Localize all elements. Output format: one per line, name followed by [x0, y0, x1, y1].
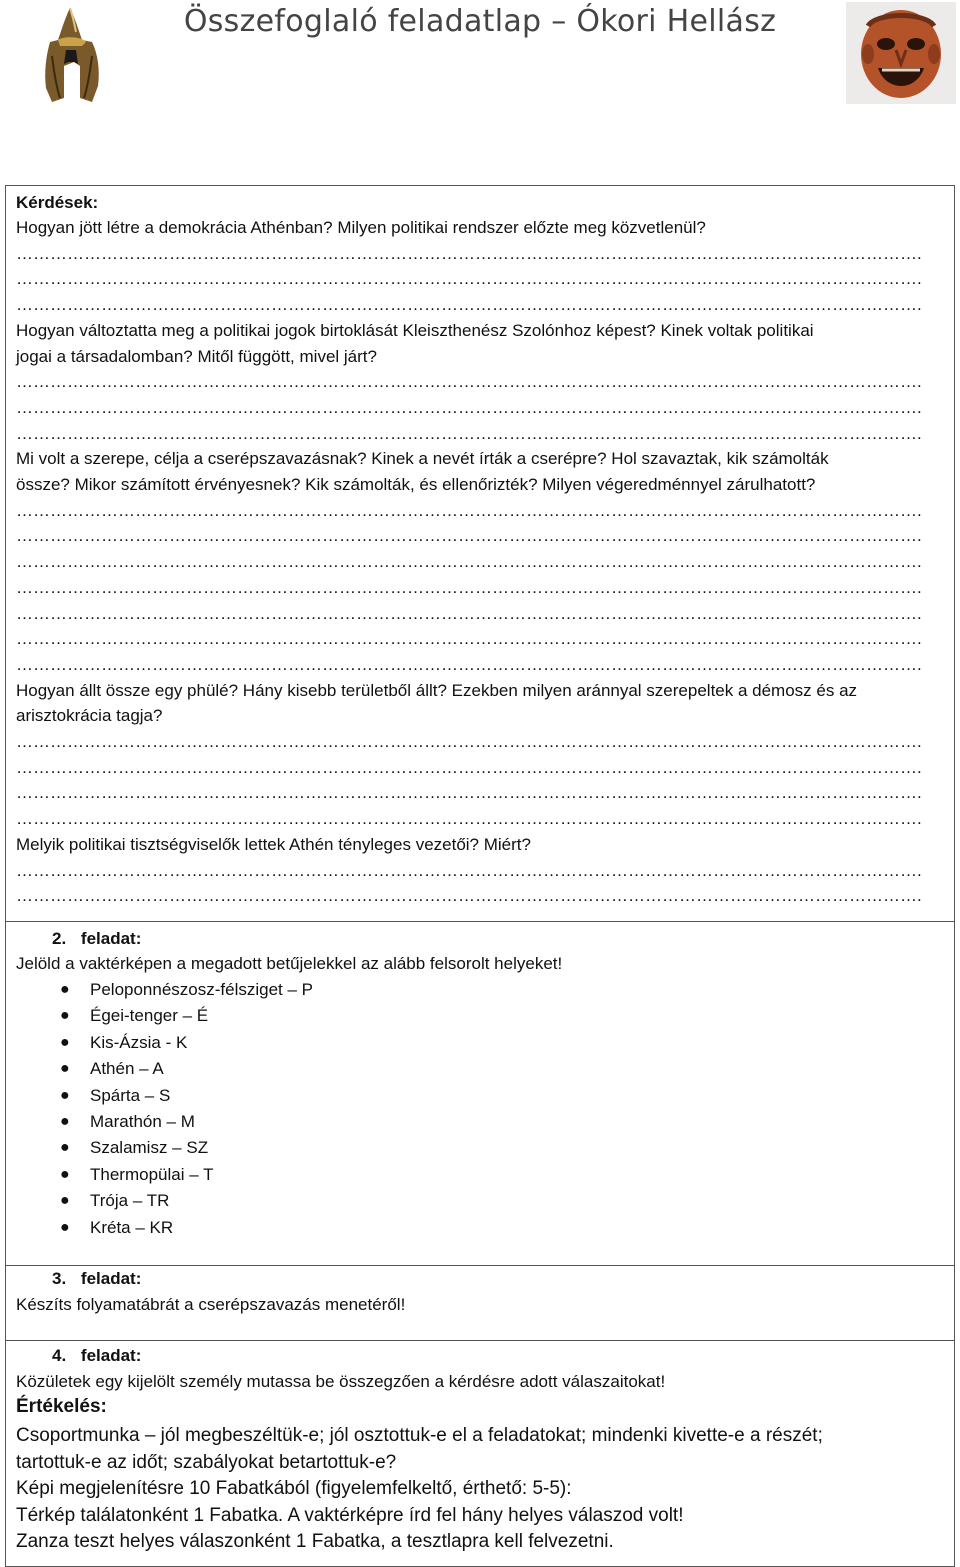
- question-line: …………………………………………………………………………………………………………………………………………….: [16, 577, 922, 597]
- task-4-number: 4.: [52, 1346, 67, 1365]
- task-2-label: feladat:: [80, 929, 142, 948]
- question-line: …………………………………………………………………………………………………………………………………………….: [16, 526, 922, 546]
- spartan-helmet-icon: [40, 6, 102, 106]
- question-line: …………………………………………………………………………………………………………………………………………….: [16, 809, 922, 829]
- task-2-number: 2.: [52, 929, 67, 948]
- bullet-icon: ●: [60, 1060, 70, 1078]
- questions-heading: Kérdések:: [16, 193, 99, 212]
- place-item: Trója – TR: [90, 1191, 170, 1211]
- bullet-icon: ●: [60, 1033, 70, 1051]
- place-item: Spárta – S: [90, 1085, 171, 1105]
- evaluation-line: Képi megjelenítésre 10 Fabatkából (figyelemfelkeltő, érthető: 5-5):: [16, 1478, 572, 1500]
- evaluation-line: Csoportmunka – jól megbeszéltük-e; jól osztottuk-e el a feladatokat; mindenki kivette-e a részét;: [16, 1425, 823, 1446]
- task-3-instruction: Készíts folyamatábrát a cserépszavazás menetéről!: [16, 1295, 406, 1314]
- evaluation-line: Térkép találatonként 1 Fabatka. A vaktérképre írd fel hány helyes válaszod volt!: [16, 1504, 684, 1526]
- task-2-instruction: Jelöld a vaktérképen a megadott betűjelekkel az alább felsorolt helyeket!: [16, 954, 563, 973]
- question-line: …………………………………………………………………………………………………………………………………………….: [16, 423, 922, 443]
- task-3-heading: [52, 1269, 141, 1289]
- evaluation-heading: Értékelés:: [16, 1396, 107, 1417]
- question-line: …………………………………………………………………………………………………………………………………………….: [16, 269, 922, 289]
- question-line: Melyik politikai tisztségviselők lettek Athén tényleges vezetői? Miért?: [16, 834, 531, 854]
- question-line: Mi volt a szerepe, célja a cserépszavazásnak? Kinek a nevét írták a cserépre? Hol szavaztak, kik számolták: [16, 449, 829, 469]
- question-line: …………………………………………………………………………………………………………………………………………….: [16, 603, 922, 623]
- task-4-heading: [52, 1346, 141, 1366]
- bullet-icon: ●: [60, 1218, 70, 1236]
- question-line: …………………………………………………………………………………………………………………………………………….: [16, 732, 922, 751]
- question-line: …………………………………………………………………………………………………………………………………………….: [16, 500, 922, 520]
- bullet-icon: ●: [60, 1165, 70, 1183]
- question-line: jogai a társadalomban? Mitől függött, mivel járt?: [16, 346, 377, 366]
- question-line: össze? Mikor számított érvényesnek? Kik számolták, és ellenőrizték? Milyen végeredménnyel zárulhatott?: [16, 475, 816, 494]
- place-item: Thermopülai – T: [90, 1164, 214, 1184]
- question-line: …………………………………………………………………………………………………………………………………………….: [16, 783, 922, 803]
- place-item: Marathón – M: [90, 1112, 195, 1131]
- page-title: Összefoglaló feladatlap – Ókori Hellász: [183, 4, 777, 39]
- question-line: …………………………………………………………………………………………………………………………………………….: [16, 629, 922, 649]
- bullet-icon: ●: [60, 1086, 70, 1104]
- question-line: …………………………………………………………………………………………………………………………………………….: [16, 372, 922, 392]
- question-line: …………………………………………………………………………………………………………………………………………….: [16, 552, 922, 572]
- task-3-number: 3.: [52, 1269, 67, 1288]
- place-item: Kis-Ázsia - K: [90, 1032, 188, 1052]
- task-2-heading: [52, 929, 141, 949]
- question-line: …………………………………………………………………………………………………………………………………………….: [16, 860, 922, 880]
- task-3-label: feladat:: [80, 1269, 142, 1288]
- place-item: Égei-tenger – É: [90, 1006, 209, 1026]
- bullet-icon: ●: [60, 1192, 70, 1210]
- bullet-icon: ●: [60, 1139, 70, 1157]
- theatre-mask-icon: [846, 2, 956, 104]
- question-line: …………………………………………………………………………………………………………………………………………….: [16, 757, 922, 777]
- evaluation-line: tartottuk-e az időt; szabályokat betartottuk-e?: [16, 1451, 397, 1473]
- bullet-icon: ●: [60, 1113, 70, 1130]
- bullet-icon: ●: [60, 981, 70, 998]
- question-line: Hogyan jött létre a demokrácia Athénban? Milyen politikai rendszer előzte meg közvetlenül?: [16, 218, 706, 237]
- question-line: arisztokrácia tagja?: [16, 706, 163, 726]
- question-line: …………………………………………………………………………………………………………………………………………….: [16, 295, 922, 315]
- place-item: Peloponnészosz-félsziget – P: [90, 980, 314, 999]
- question-line: …………………………………………………………………………………………………………………………………………….: [16, 654, 922, 674]
- question-line: Hogyan változtatta meg a politikai jogok birtoklását Kleiszthenész Szolónhoz képest? Kinek voltak politikai: [16, 320, 814, 340]
- bullet-icon: ●: [60, 1007, 70, 1025]
- place-item: Kréta – KR: [90, 1217, 174, 1237]
- place-item: Szalamisz – SZ: [90, 1138, 209, 1158]
- question-line: …………………………………………………………………………………………………………………………………………….: [16, 243, 922, 263]
- question-line: Hogyan állt össze egy phülé? Hány kisebb területből állt? Ezekben milyen aránnyal szerepeltek a démosz és az: [16, 680, 858, 700]
- place-item: Athén – A: [90, 1059, 164, 1079]
- question-line: …………………………………………………………………………………………………………………………………………….: [16, 886, 922, 906]
- evaluation-line: Zanza teszt helyes válaszonként 1 Fabatka, a tesztlapra kell felvezetni.: [16, 1531, 614, 1553]
- task-4-instruction: Közületek egy kijelölt személy mutassa be összegzően a kérdésre adott válaszaitokat!: [16, 1372, 666, 1391]
- question-line: …………………………………………………………………………………………………………………………………………….: [16, 397, 922, 417]
- task-4-label: feladat:: [80, 1346, 142, 1365]
